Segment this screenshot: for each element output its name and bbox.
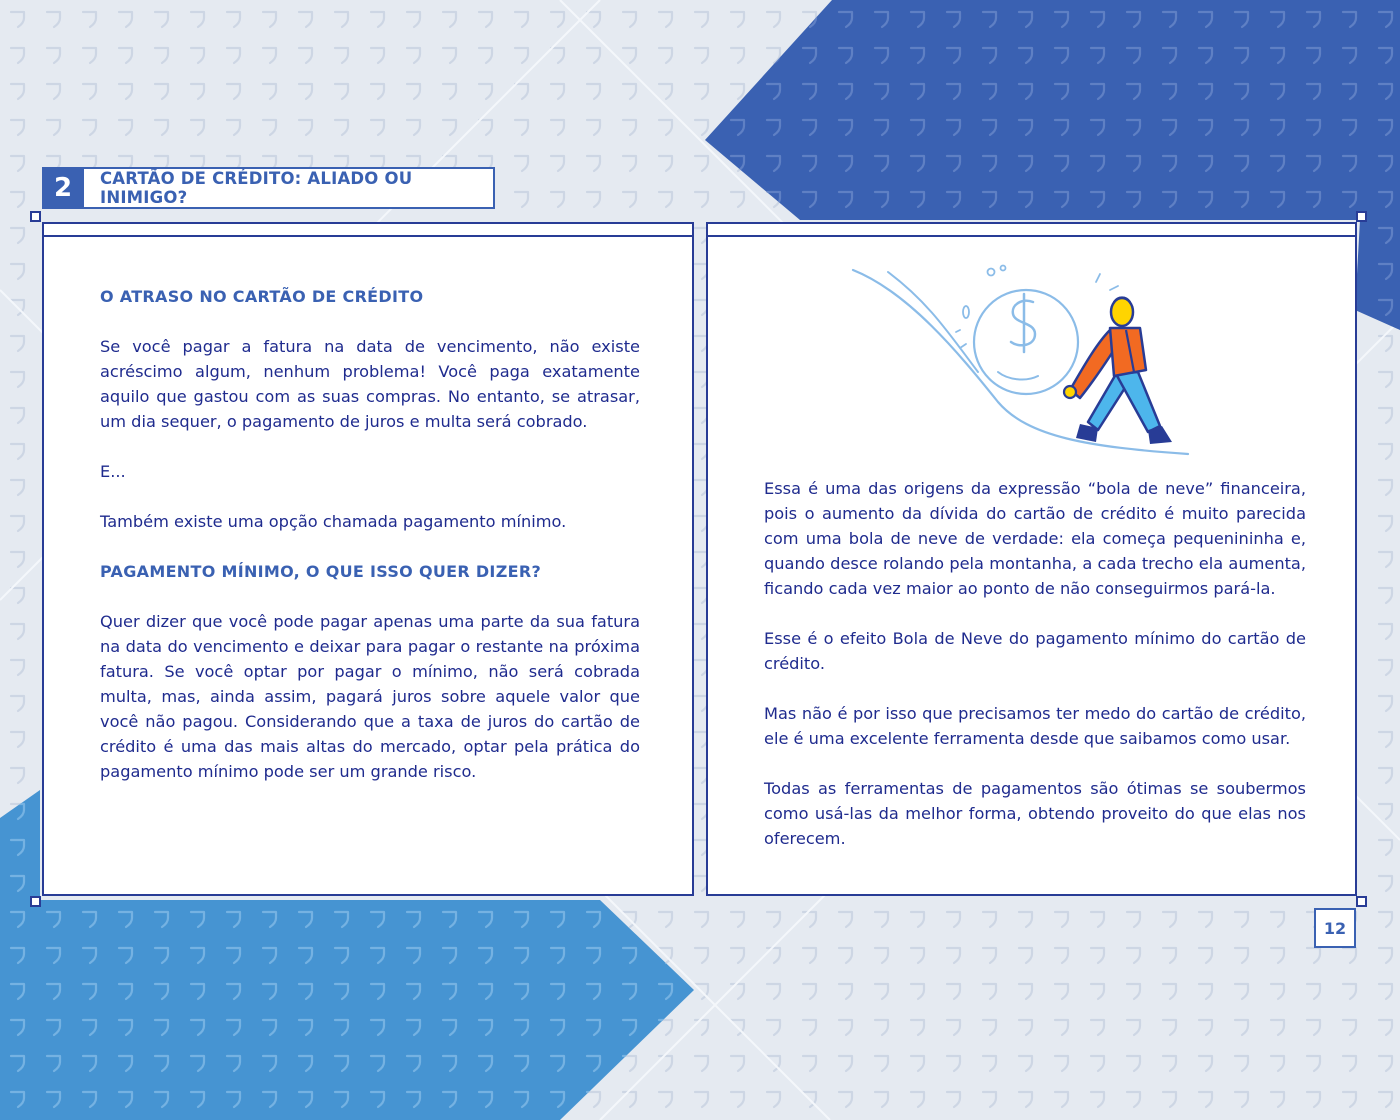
chapter-number: 2	[42, 167, 84, 209]
corner-marker-bottom-left	[30, 896, 41, 907]
chapter-header	[42, 167, 495, 209]
right-page-panel	[706, 222, 1357, 896]
section-heading-late-payment: O ATRASO NO CARTÃO DE CRÉDITO	[100, 287, 424, 306]
corner-marker-bottom-right	[1356, 896, 1367, 907]
snowball-debt-illustration	[848, 262, 1248, 462]
paragraph: Mas não é por isso que precisamos ter medo do cartão de crédito, ele é uma excelente ferramenta desde que saibamos como usar.	[764, 704, 1306, 748]
left-page-content	[100, 284, 640, 809]
right-page-content	[764, 476, 1306, 876]
paragraph: Essa é uma das origens da expressão “bola de neve” financeira, pois o aumento da dívida do cartão de crédito é muito parecida com uma bola de neve de verdade: ela começa pequenininha e, quando desce rolando pela montanha, a cada trecho ela aumenta, ficando cada vez maior ao ponto de não conseguirmos pará-la.	[764, 479, 1306, 598]
paragraph: Quer dizer que você pode pagar apenas uma parte da sua fatura na data do vencimento e deixar para pagar o restante na próxima fatura. Se você optar por pagar o mínimo, não será cobrada multa, mas, ainda assim, pagará juros sobre aquele valor que você não pagou. Considerando que a taxa de juros do cartão de crédito é uma das mais altas do mercado, optar pela prática do pagamento mínimo pode ser um grande risco.	[100, 612, 640, 781]
paragraph: Todas as ferramentas de pagamentos são ótimas se soubermos como usá-las da melhor forma, obtendo proveito do que elas nos oferecem.	[764, 779, 1306, 848]
left-page-panel	[42, 222, 694, 896]
paragraph: E...	[100, 462, 126, 481]
paragraph: Também existe uma opção chamada pagamento mínimo.	[100, 512, 567, 531]
corner-marker-top-right	[1356, 211, 1367, 222]
panel-top-rule	[44, 235, 692, 237]
section-heading-minimum-payment: PAGAMENTO MÍNIMO, O QUE ISSO QUER DIZER?	[100, 562, 542, 581]
chapter-title: CARTÃO DE CRÉDITO: ALIADO OU INIMIGO?	[84, 167, 495, 209]
panel-top-rule	[708, 235, 1355, 237]
corner-marker-top-left	[30, 211, 41, 222]
page-number: 12	[1314, 908, 1356, 948]
paragraph: Esse é o efeito Bola de Neve do pagamento mínimo do cartão de crédito.	[764, 629, 1306, 673]
paragraph: Se você pagar a fatura na data de vencimento, não existe acréscimo algum, nenhum problema! Você paga exatamente aquilo que gastou com as suas compras. No entanto, se atrasar, um dia sequer, o pagamento de juros e multa será cobrado.	[100, 337, 640, 431]
